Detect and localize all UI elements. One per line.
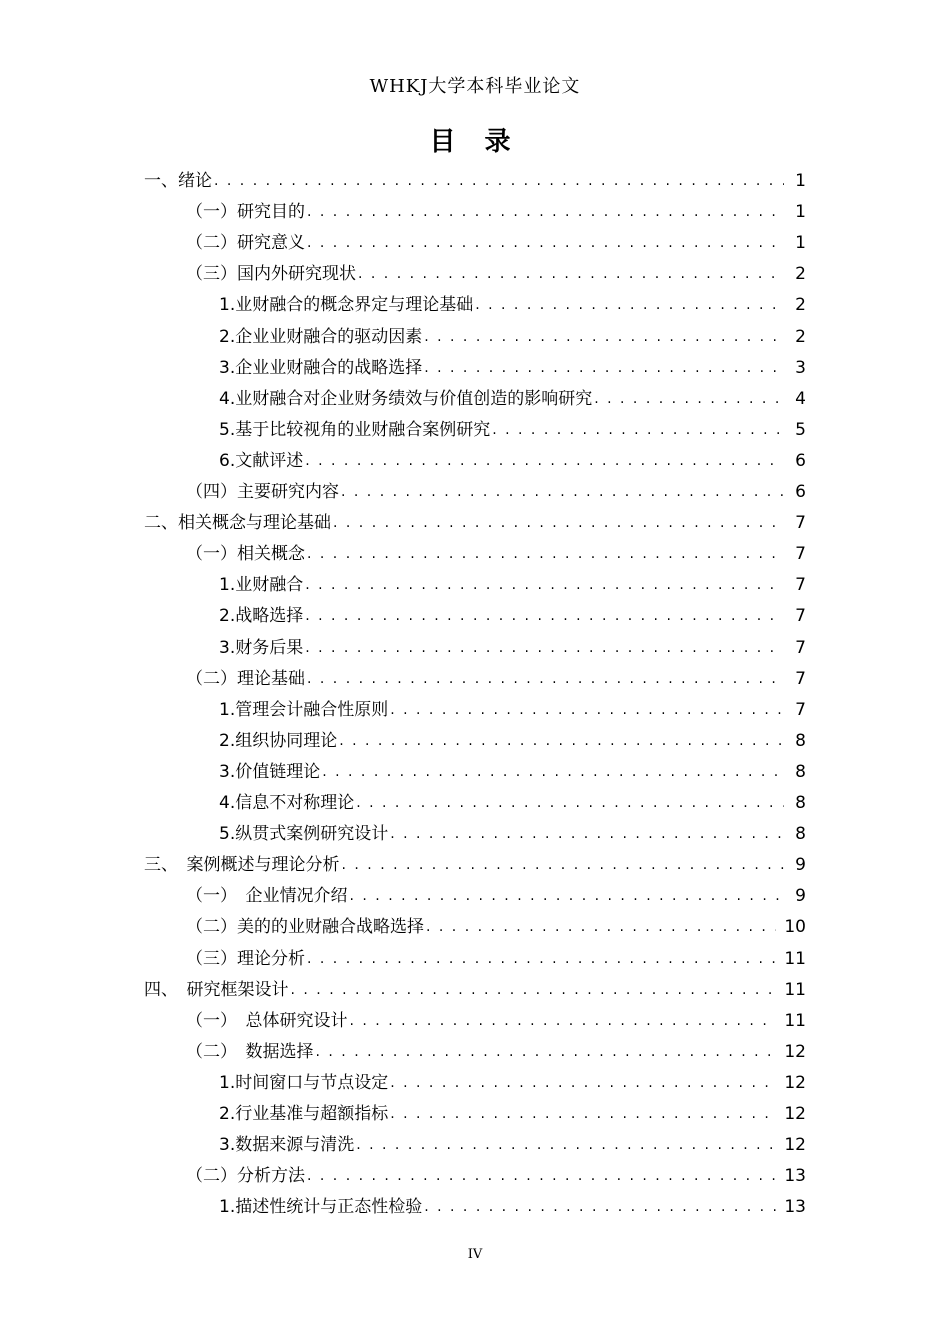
toc-leader-dots bbox=[307, 944, 776, 975]
toc-entry-page: 8 bbox=[795, 793, 806, 813]
toc-leader-dots bbox=[424, 353, 784, 384]
toc-entry-label: 3.价值链理论 bbox=[219, 761, 321, 782]
toc-entry[interactable] bbox=[186, 664, 806, 695]
toc-entry-label: （二） 数据选择 bbox=[186, 1041, 314, 1062]
toc-entry-page: 5 bbox=[795, 419, 806, 440]
toc-entry-page: 7 bbox=[795, 544, 806, 565]
toc-entry-label: 3.企业业财融合的战略选择 bbox=[219, 357, 423, 378]
toc-leader-dots bbox=[214, 166, 784, 197]
toc-entry-page: 6 bbox=[795, 482, 806, 502]
toc-entry-label: 三、 案例概述与理论分析 bbox=[144, 855, 340, 876]
toc-leader-dots bbox=[390, 695, 784, 726]
toc-entry-label: （二）美的的业财融合战略选择 bbox=[186, 917, 424, 938]
toc-entry-label: 2.战略选择 bbox=[219, 606, 304, 627]
toc-entry-label: 4.业财融合对企业财务绩效与价值创造的影响研究 bbox=[219, 388, 593, 409]
toc-leader-dots bbox=[307, 197, 784, 228]
toc-entry[interactable] bbox=[186, 197, 806, 228]
toc-leader-dots bbox=[333, 508, 784, 539]
toc-entry-label: 2.企业业财融合的驱动因素 bbox=[219, 326, 423, 347]
toc-leader-dots bbox=[350, 881, 785, 912]
toc-entry[interactable] bbox=[186, 881, 806, 912]
toc-title: 目 录 bbox=[429, 127, 521, 157]
toc-leader-dots bbox=[424, 1192, 776, 1223]
toc-leader-dots bbox=[390, 1068, 776, 1099]
toc-leader-dots bbox=[305, 446, 784, 477]
toc-entry-label: 4.信息不对称理论 bbox=[219, 793, 355, 813]
toc-leader-dots bbox=[594, 384, 784, 415]
toc-entry-label: 1.描述性统计与正态性检验 bbox=[219, 1197, 423, 1218]
toc-entry-page: 7 bbox=[795, 575, 806, 596]
toc-entry-page: 8 bbox=[795, 824, 806, 845]
toc-leader-dots bbox=[475, 290, 784, 321]
toc-entry[interactable] bbox=[186, 1161, 806, 1192]
toc-entry[interactable] bbox=[186, 228, 806, 259]
toc-entry-page: 7 bbox=[795, 637, 806, 658]
toc-entry-page: 13 bbox=[784, 1197, 806, 1218]
toc-entry-page: 11 bbox=[784, 1010, 806, 1031]
toc-entry-page: 12 bbox=[784, 1072, 806, 1093]
toc-leader-dots bbox=[322, 757, 784, 788]
toc-entry-label: 6.文献评述 bbox=[219, 450, 304, 471]
toc-entry-page: 1 bbox=[795, 171, 806, 191]
toc-entry[interactable] bbox=[144, 508, 806, 539]
toc-entry-page: 4 bbox=[795, 388, 806, 409]
toc-entry-label: 5.纵贯式案例研究设计 bbox=[219, 824, 389, 845]
toc-leader-dots bbox=[426, 912, 776, 943]
toc-leader-dots bbox=[342, 850, 785, 881]
toc-leader-dots bbox=[356, 788, 784, 819]
toc-entry-page: 7 bbox=[795, 699, 806, 720]
toc-entry-label: （一） 总体研究设计 bbox=[186, 1010, 348, 1031]
toc-entry-label: （二）理论基础 bbox=[186, 668, 305, 689]
toc-entry[interactable] bbox=[219, 384, 806, 415]
toc-entry-label: （二）研究意义 bbox=[186, 233, 305, 254]
toc-entry-page: 7 bbox=[795, 513, 806, 534]
toc-leader-dots bbox=[424, 322, 784, 353]
toc-leader-dots bbox=[358, 259, 784, 290]
toc-entry[interactable] bbox=[186, 912, 806, 943]
toc-entry-label: 二、相关概念与理论基础 bbox=[144, 513, 331, 534]
toc-entry-label: 1.业财融合 bbox=[219, 575, 304, 596]
toc-entry[interactable] bbox=[219, 415, 806, 446]
toc-entry-label: （一）研究目的 bbox=[186, 202, 305, 223]
toc-entry-label: （二）分析方法 bbox=[186, 1166, 305, 1187]
toc-entry[interactable] bbox=[186, 944, 806, 975]
toc-entry[interactable] bbox=[186, 1037, 806, 1068]
toc-entry[interactable] bbox=[219, 1099, 806, 1130]
toc-entry-label: 1.管理会计融合性原则 bbox=[219, 699, 389, 720]
toc-entry[interactable] bbox=[144, 850, 806, 881]
toc-leader-dots bbox=[305, 601, 784, 632]
toc-entry[interactable] bbox=[219, 695, 806, 726]
toc-entry-page: 7 bbox=[795, 606, 806, 627]
toc-entry[interactable] bbox=[219, 446, 806, 477]
toc-entry-page: 2 bbox=[795, 264, 806, 285]
toc-entry[interactable] bbox=[144, 975, 806, 1006]
toc-entry-label: （三）国内外研究现状 bbox=[186, 264, 356, 285]
toc-entry-page: 2 bbox=[795, 295, 806, 316]
toc-leader-dots bbox=[307, 539, 784, 570]
toc-leader-dots bbox=[291, 975, 777, 1006]
toc-entry[interactable] bbox=[219, 1068, 806, 1099]
toc-entry-page: 11 bbox=[784, 948, 806, 969]
toc-leader-dots bbox=[307, 664, 784, 695]
toc-entry[interactable] bbox=[219, 290, 806, 321]
toc-entry[interactable] bbox=[219, 819, 806, 850]
toc-entry-label: 1.时间窗口与节点设定 bbox=[219, 1072, 389, 1093]
toc-entry-page: 1 bbox=[795, 233, 806, 254]
toc-leader-dots bbox=[390, 819, 784, 850]
toc-entry-label: （四）主要研究内容 bbox=[186, 482, 339, 502]
toc-entry[interactable] bbox=[219, 322, 806, 353]
toc-entry-label: 2.组织协同理论 bbox=[219, 730, 338, 751]
toc-entry-page: 10 bbox=[784, 917, 806, 938]
toc-leader-dots bbox=[307, 1161, 776, 1192]
page-number: IV bbox=[467, 1247, 483, 1262]
toc-entry[interactable] bbox=[219, 601, 806, 632]
toc-leader-dots bbox=[350, 1006, 777, 1037]
toc-entry-page: 12 bbox=[784, 1041, 806, 1062]
toc-entry[interactable] bbox=[219, 570, 806, 601]
toc-leader-dots bbox=[305, 633, 784, 664]
toc-entry[interactable] bbox=[219, 633, 806, 664]
toc-entry-label: （一）相关概念 bbox=[186, 544, 305, 565]
toc-entry-page: 9 bbox=[795, 886, 806, 907]
toc-entry-label: （三）理论分析 bbox=[186, 948, 305, 969]
toc-entry[interactable] bbox=[186, 477, 806, 508]
toc-entry-page: 6 bbox=[795, 450, 806, 471]
toc-leader-dots bbox=[356, 1130, 776, 1161]
toc-entry-page: 12 bbox=[784, 1104, 806, 1124]
toc-entry-page: 8 bbox=[795, 761, 806, 782]
toc-entry-page: 13 bbox=[784, 1166, 806, 1187]
toc-entry[interactable] bbox=[219, 726, 806, 757]
toc-entry[interactable] bbox=[219, 757, 806, 788]
toc-leader-dots bbox=[305, 570, 784, 601]
toc-entry-label: 3.数据来源与清洗 bbox=[219, 1135, 355, 1156]
toc-leader-dots bbox=[492, 415, 784, 446]
toc-entry-label: 四、 研究框架设计 bbox=[144, 979, 289, 1000]
toc-entry-label: 5.基于比较视角的业财融合案例研究 bbox=[219, 419, 491, 440]
toc-entry[interactable] bbox=[219, 353, 806, 384]
toc-entry[interactable] bbox=[219, 1130, 806, 1161]
toc-entry-page: 2 bbox=[795, 326, 806, 347]
toc-entry-page: 3 bbox=[795, 357, 806, 378]
toc-entry[interactable] bbox=[144, 166, 806, 197]
toc-entry[interactable] bbox=[219, 1192, 806, 1223]
toc-leader-dots bbox=[307, 228, 784, 259]
toc-entry-label: （一） 企业情况介绍 bbox=[186, 886, 348, 907]
toc-entry[interactable] bbox=[219, 788, 806, 819]
toc-entry-label: 一、绪论 bbox=[144, 171, 212, 191]
toc-leader-dots bbox=[316, 1037, 777, 1068]
toc-entry-label: 1.业财融合的概念界定与理论基础 bbox=[219, 295, 474, 316]
toc-entry[interactable] bbox=[186, 259, 806, 290]
toc-entry-page: 11 bbox=[784, 979, 806, 1000]
toc-entry-page: 7 bbox=[795, 668, 806, 689]
toc-leader-dots bbox=[339, 726, 784, 757]
toc-entry-label: 2.行业基准与超额指标 bbox=[219, 1104, 389, 1124]
toc-leader-dots bbox=[390, 1099, 776, 1130]
toc-entry-page: 9 bbox=[795, 855, 806, 876]
toc-entry-label: 3.财务后果 bbox=[219, 637, 304, 658]
toc-entry-page: 8 bbox=[795, 730, 806, 751]
toc-leader-dots bbox=[341, 477, 784, 508]
toc-entry-page: 1 bbox=[795, 202, 806, 223]
toc-entry[interactable] bbox=[186, 539, 806, 570]
toc-entry[interactable] bbox=[186, 1006, 806, 1037]
page-header: WHKJ大学本科毕业论文 bbox=[369, 76, 581, 97]
toc-entry-page: 12 bbox=[784, 1135, 806, 1156]
